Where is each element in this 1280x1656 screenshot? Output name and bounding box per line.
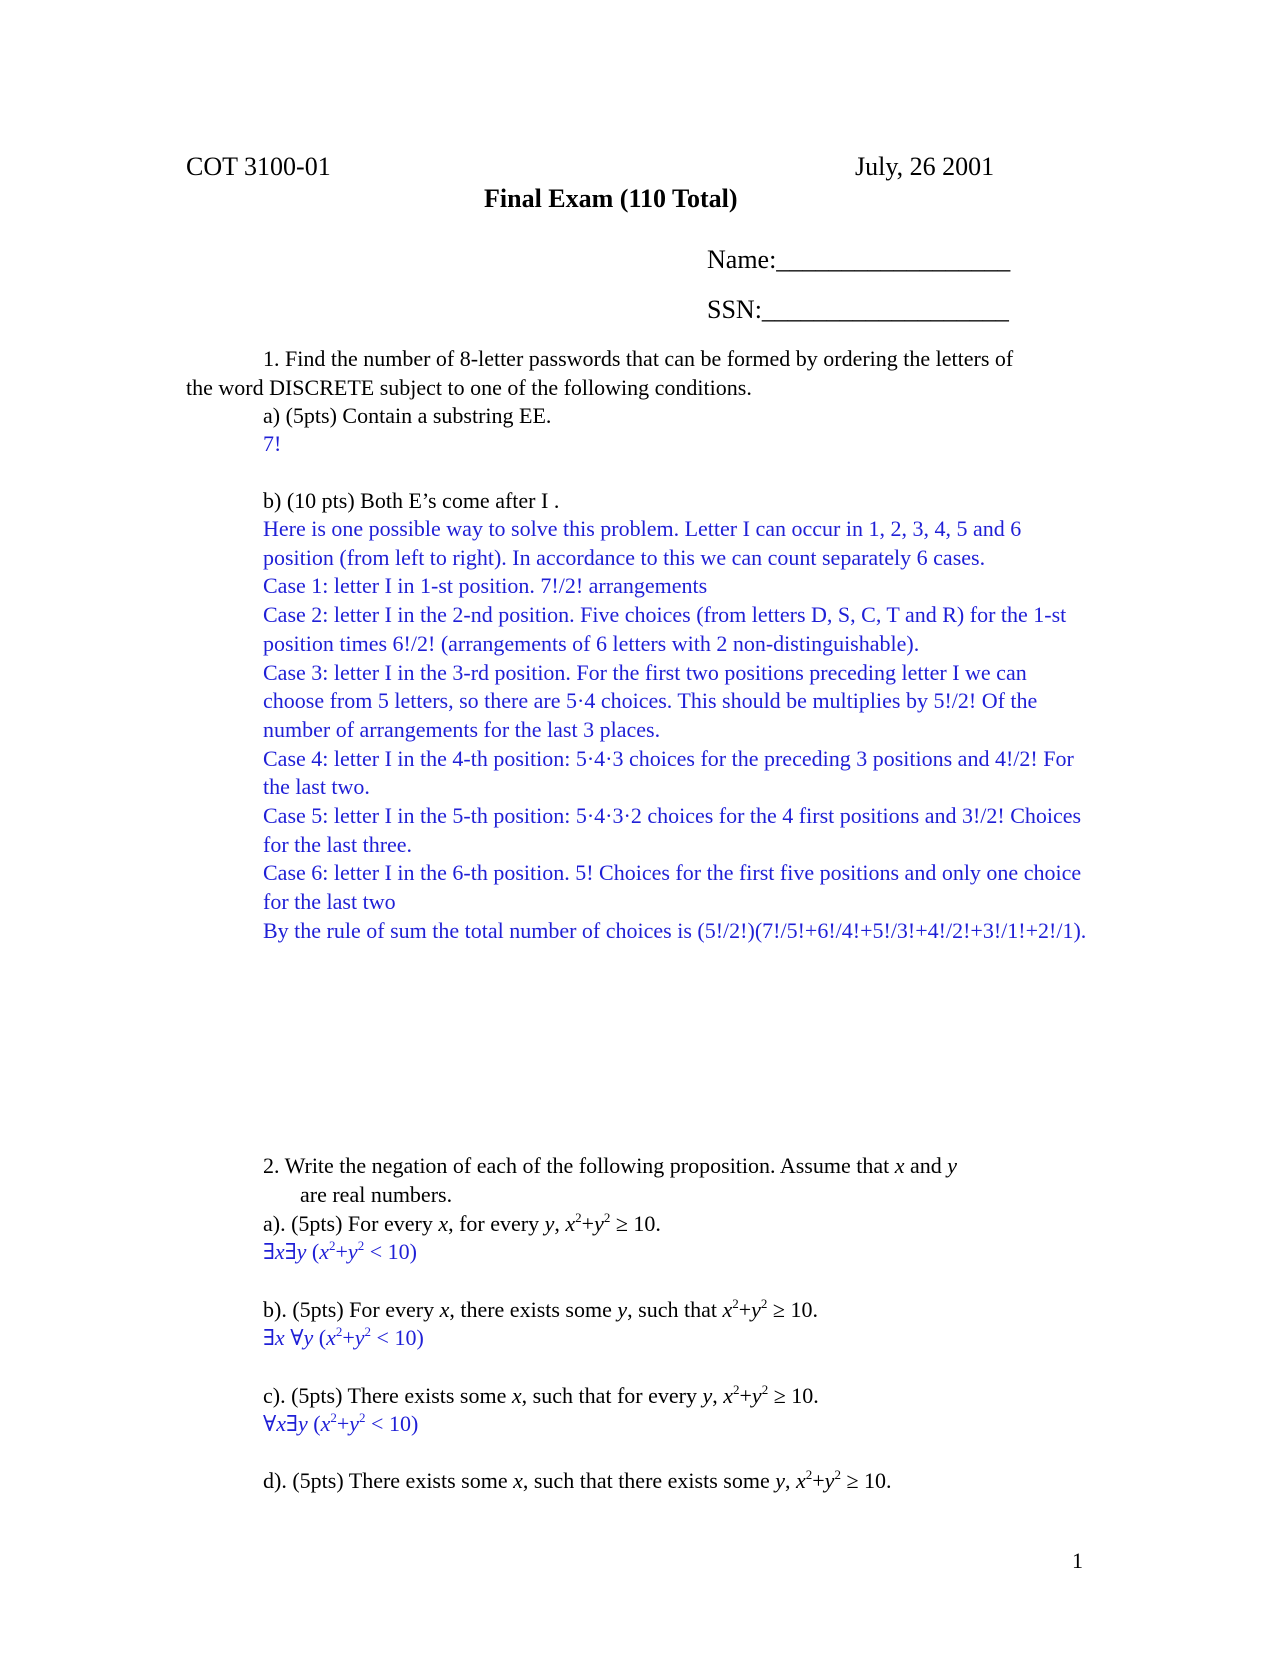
q2-part-b-answer: ∃x ∀y $(x^2+y^2 < 10)$ [263,1324,424,1350]
q1-part-b-answer [263,515,1093,946]
answer-paragraph: Here is one possible way to solve this problem. Letter I can occur in 1, 2, 3, 4, 5 and 6 position (from left to right). In accordance to this we can count separately 6 cases. [263,516,1022,570]
answer-paragraph: Case 2: letter I in the 2-nd position. Five choices (from letters D, S, C, T and R) for the 1-st position times 6!/2! (arrangements of 6 letters with 2 non-distinguishable). [263,602,1067,656]
q2-intro-line2: are real numbers. [300,1182,453,1207]
q2-part-a-answer: ∃x∃y $(x^2+y^2 < 10)$ [263,1238,417,1264]
q2-part-b-label: b). (5pts) For every x, there exists some y, such that $x^2+y^2 \ge 10$. [263,1296,818,1322]
q1-part-b-label: b) (10 pts) Both E’s come after I . [263,488,560,513]
course-code: COT 3100-01 [186,152,331,181]
answer-paragraph: Case 5: letter I in the 5-th position: 5·4·3·2 choices for the 4 first positions and 3!/2! Choices for the last three. [263,803,1082,857]
q2-part-c-answer: ∀x∃y $(x^2+y^2 < 10)$ [263,1410,419,1436]
answer-paragraph: Case 4: letter I in the 4-th position: 5·4·3 choices for the preceding 3 positions and 4!/2! For the last two. [263,745,1074,800]
q2-part-a-label: a). (5pts) For every x, for every y, $x^2+y^2 \ge 10$. [263,1210,661,1236]
exam-title: Final Exam (110 Total) [484,184,738,213]
q1-intro-line2: the word DISCRETE subject to one of the following conditions. [186,375,752,400]
q2-intro-line1: 2. Write the negation of each of the following proposition. Assume that x and y [263,1153,957,1178]
q1-intro-line1: 1. Find the number of 8-letter passwords that can be formed by ordering the letters of [263,346,1014,371]
answer-paragraph: Case 3: letter I in the 3-rd position. For the first two positions preceding letter I we can choose from 5 letters, so there are 5·4 choices. This should be multiplies by 5!/2! Of the number of arrangements for the last 3 places. [263,659,1038,742]
q2-part-d-label: d). (5pts) There exists some x, such that there exists some y, $x^2+y^2 \ge 10$. [263,1467,892,1493]
q1-part-a-label: a) (5pts) Contain a substring EE. [263,403,552,428]
page-number: 1 [1072,1548,1083,1573]
name-field[interactable]: Name:__________________ [707,245,1011,274]
ssn-field[interactable]: SSN:___________________ [707,295,1009,324]
q2-part-c-label: c). (5pts) There exists some x, such that for every y, $x^2+y^2 \ge 10$. [263,1382,819,1408]
answer-paragraph: Case 1: letter I in 1-st position. 7!/2! arrangements [263,573,708,599]
exam-date: July, 26 2001 [855,152,995,181]
answer-paragraph: Case 6: letter I in the 6-th position. 5! Choices for the first five positions and only one choice for the last two [263,860,1082,915]
answer-paragraph: By the rule of sum the total number of choices is (5!/2!)(7!/5!+6!/4!+5!/3!+4!/2!+3!/1!+2!/1). [263,917,1087,943]
q1-part-a-answer: 7! [263,431,282,456]
